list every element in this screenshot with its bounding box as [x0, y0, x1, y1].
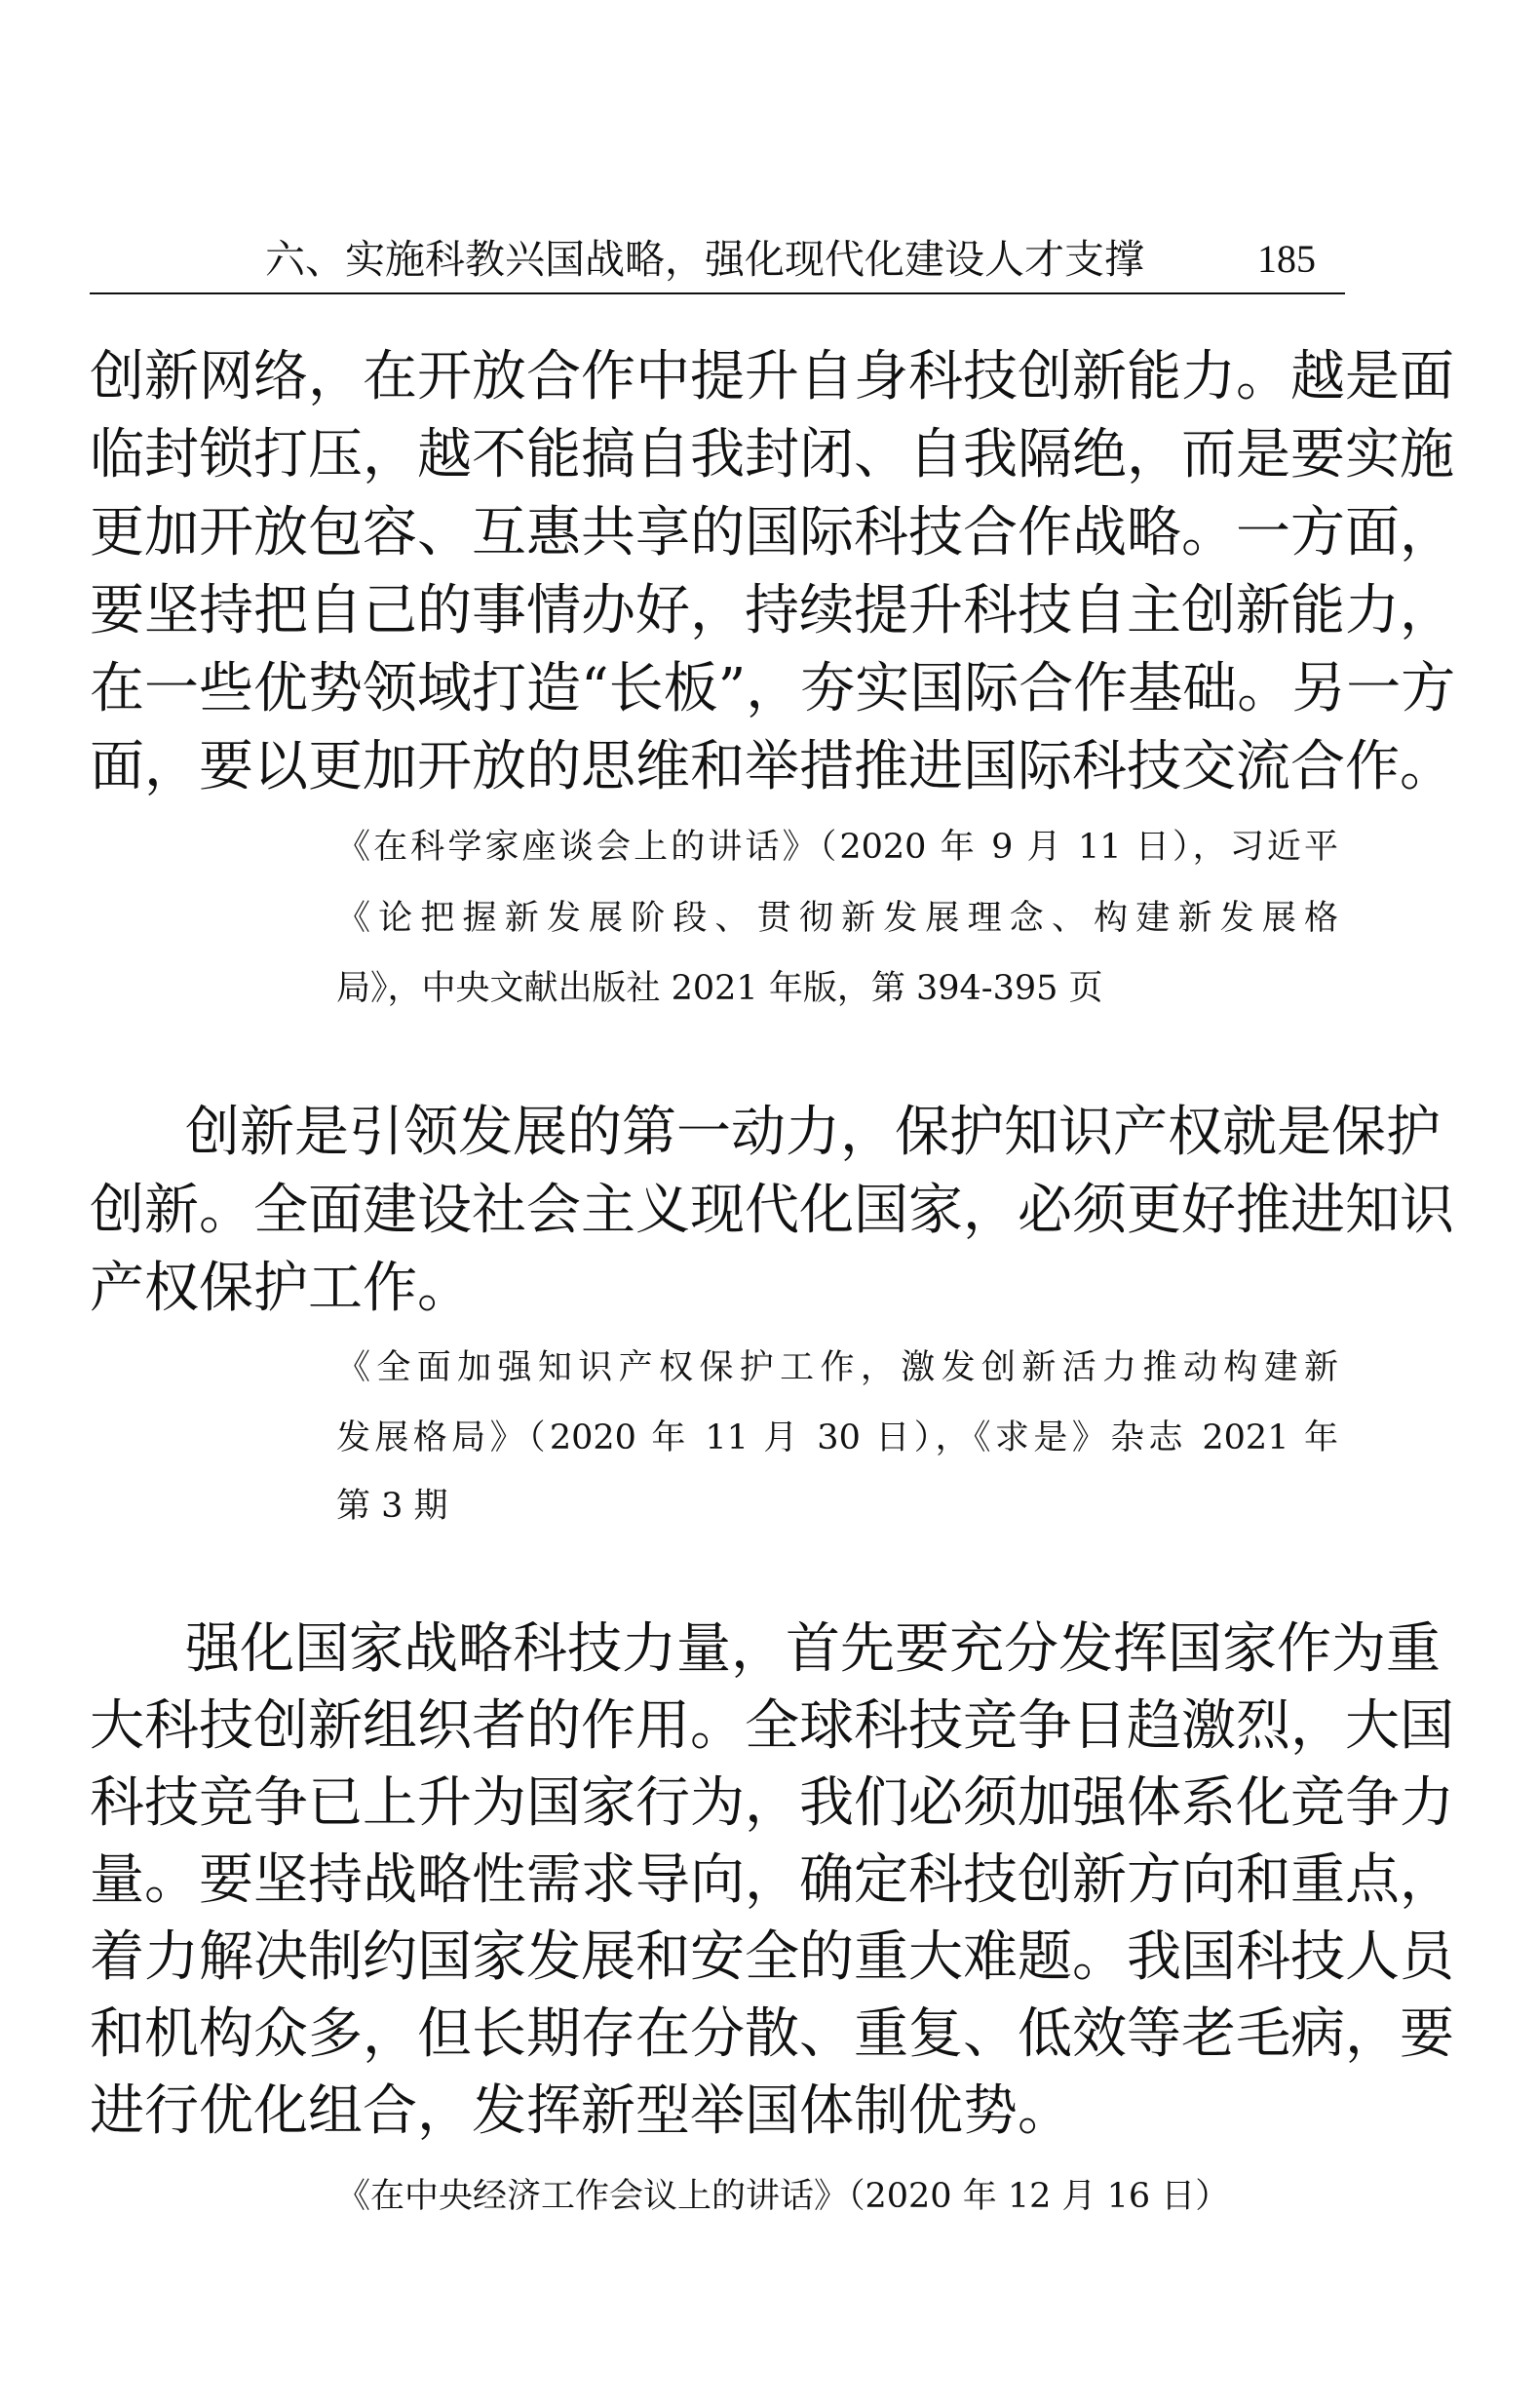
passage-1-source: 局》，中央文献出版社 2021 年版，第 394-395 页 [336, 969, 1103, 1008]
running-header [90, 222, 1345, 294]
passage-1-line: 更加开放包容、互惠共享的国际科技合作战略。一方面， [90, 501, 1454, 564]
passage-3-line: 科技竞争已上升为国家行为，我们必须加强体系化竞争力 [90, 1771, 1454, 1835]
passage-2-line: 创新。全面建设社会主义现代化国家，必须更好推进知识 [90, 1179, 1454, 1242]
passage-1-source: 《论把握新发展阶段、贯彻新发展理念、构建新发展格 [336, 899, 1338, 938]
passage-3-line: 强化国家战略科技力量，首先要充分发挥国家作为重 [185, 1617, 1441, 1681]
passage-1-line: 在一些优势领域打造“长板”，夯实国际合作基础。另一方 [90, 657, 1456, 720]
passage-1-source: 《在科学家座谈会上的讲话》（2020 年 9 月 11 日），习近平 [336, 828, 1338, 867]
passage-2-line: 产权保护工作。 [90, 1257, 472, 1320]
passage-3-line: 量。要坚持战略性需求导向，确定科技创新方向和重点， [90, 1848, 1454, 1912]
passage-1-line: 要坚持把自己的事情办好，持续提升科技自主创新能力， [90, 579, 1454, 642]
passage-3-line: 进行优化组合，发挥新型举国体制优势。 [90, 2079, 1072, 2143]
passage-3-source: 《在中央经济工作会议上的讲话》（2020 年 12 月 16 日） [336, 2177, 1230, 2216]
passage-1-line: 面，要以更加开放的思维和举措推进国际科技交流合作。 [90, 735, 1454, 798]
passage-3-line: 和机构众多，但长期存在分散、重复、低效等老毛病，要 [90, 2002, 1454, 2066]
page-number: 185 [1257, 237, 1316, 281]
running-title: 六、实施科教兴国战略，强化现代化建设人才支撑 [265, 236, 1144, 283]
passage-1-line: 临封锁打压，越不能搞自我封闭、自我隔绝，而是要实施 [90, 423, 1454, 486]
passage-3-line: 大科技创新组织者的作用。全球科技竞争日趋激烈，大国 [90, 1694, 1454, 1758]
passage-2-source: 《全面加强知识产权保护工作，激发创新活力推动构建新 [336, 1348, 1338, 1387]
passage-2-line: 创新是引领发展的第一动力，保护知识产权就是保护 [185, 1101, 1441, 1164]
passage-2-source: 第 3 期 [336, 1487, 448, 1526]
passage-3-line: 着力解决制约国家发展和安全的重大难题。我国科技人员 [90, 1925, 1454, 1989]
passage-1-line: 创新网络，在开放合作中提升自身科技创新能力。越是面 [90, 345, 1454, 408]
passage-2-source: 发展格局》（2020 年 11 月 30 日），《求是》杂志 2021 年 [336, 1418, 1338, 1457]
